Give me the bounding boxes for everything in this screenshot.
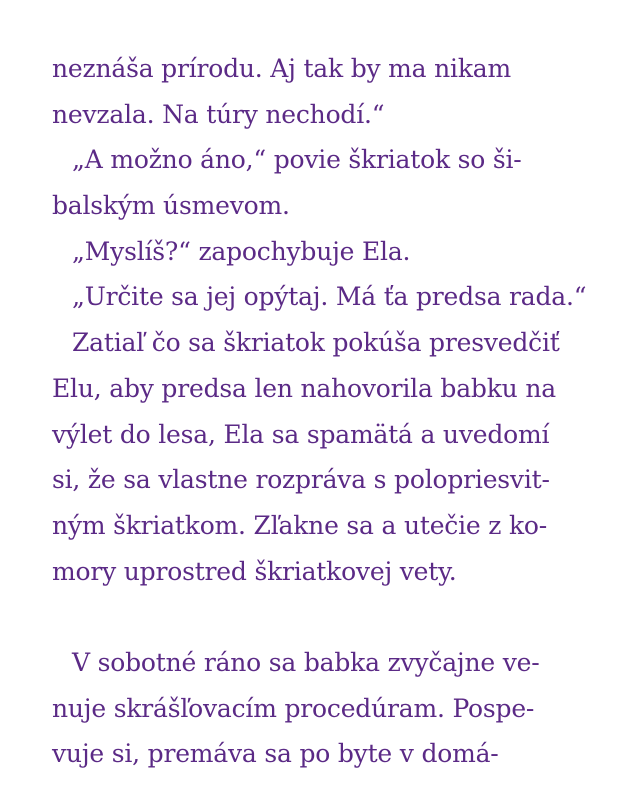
text-line: Zatiaľ čo sa škriatok pokúša presvedčiť: [72, 328, 560, 358]
text-line: Elu, aby predsa len nahovorila babku na: [52, 373, 556, 403]
paragraph-gap: [52, 594, 612, 640]
body-text: [52, 46, 612, 777]
text-line: „Určite sa jej opýtaj. Má ťa predsa rada.“: [72, 282, 587, 312]
text-line: „Myslíš?“ zapochybuje Ela.: [72, 236, 411, 266]
text-line: ným škriatkom. Zľakne sa a utečie z ko-: [52, 510, 547, 540]
text-line: mory uprostred škriatkovej vety.: [52, 556, 457, 586]
text-line: „A možno áno,“ povie škriatok so ši-: [72, 145, 522, 175]
text-line: nuje skrášľovacím procedúram. Pospe-: [52, 693, 535, 723]
text-line: V sobotné ráno sa babka zvyčajne ve-: [72, 647, 540, 677]
text-line: vuje si, premáva sa po byte v domá-: [52, 739, 499, 769]
text-line: neznáša prírodu. Aj tak by ma nikam: [52, 54, 511, 83]
text-line: balským úsmevom.: [52, 191, 290, 221]
text-line: výlet do lesa, Ela sa spamätá a uvedomí: [52, 419, 550, 449]
text-line: si, že sa vlastne rozpráva s polopriesvit-: [52, 465, 550, 495]
text-line: nevzala. Na túry nechodí.“: [52, 99, 385, 129]
